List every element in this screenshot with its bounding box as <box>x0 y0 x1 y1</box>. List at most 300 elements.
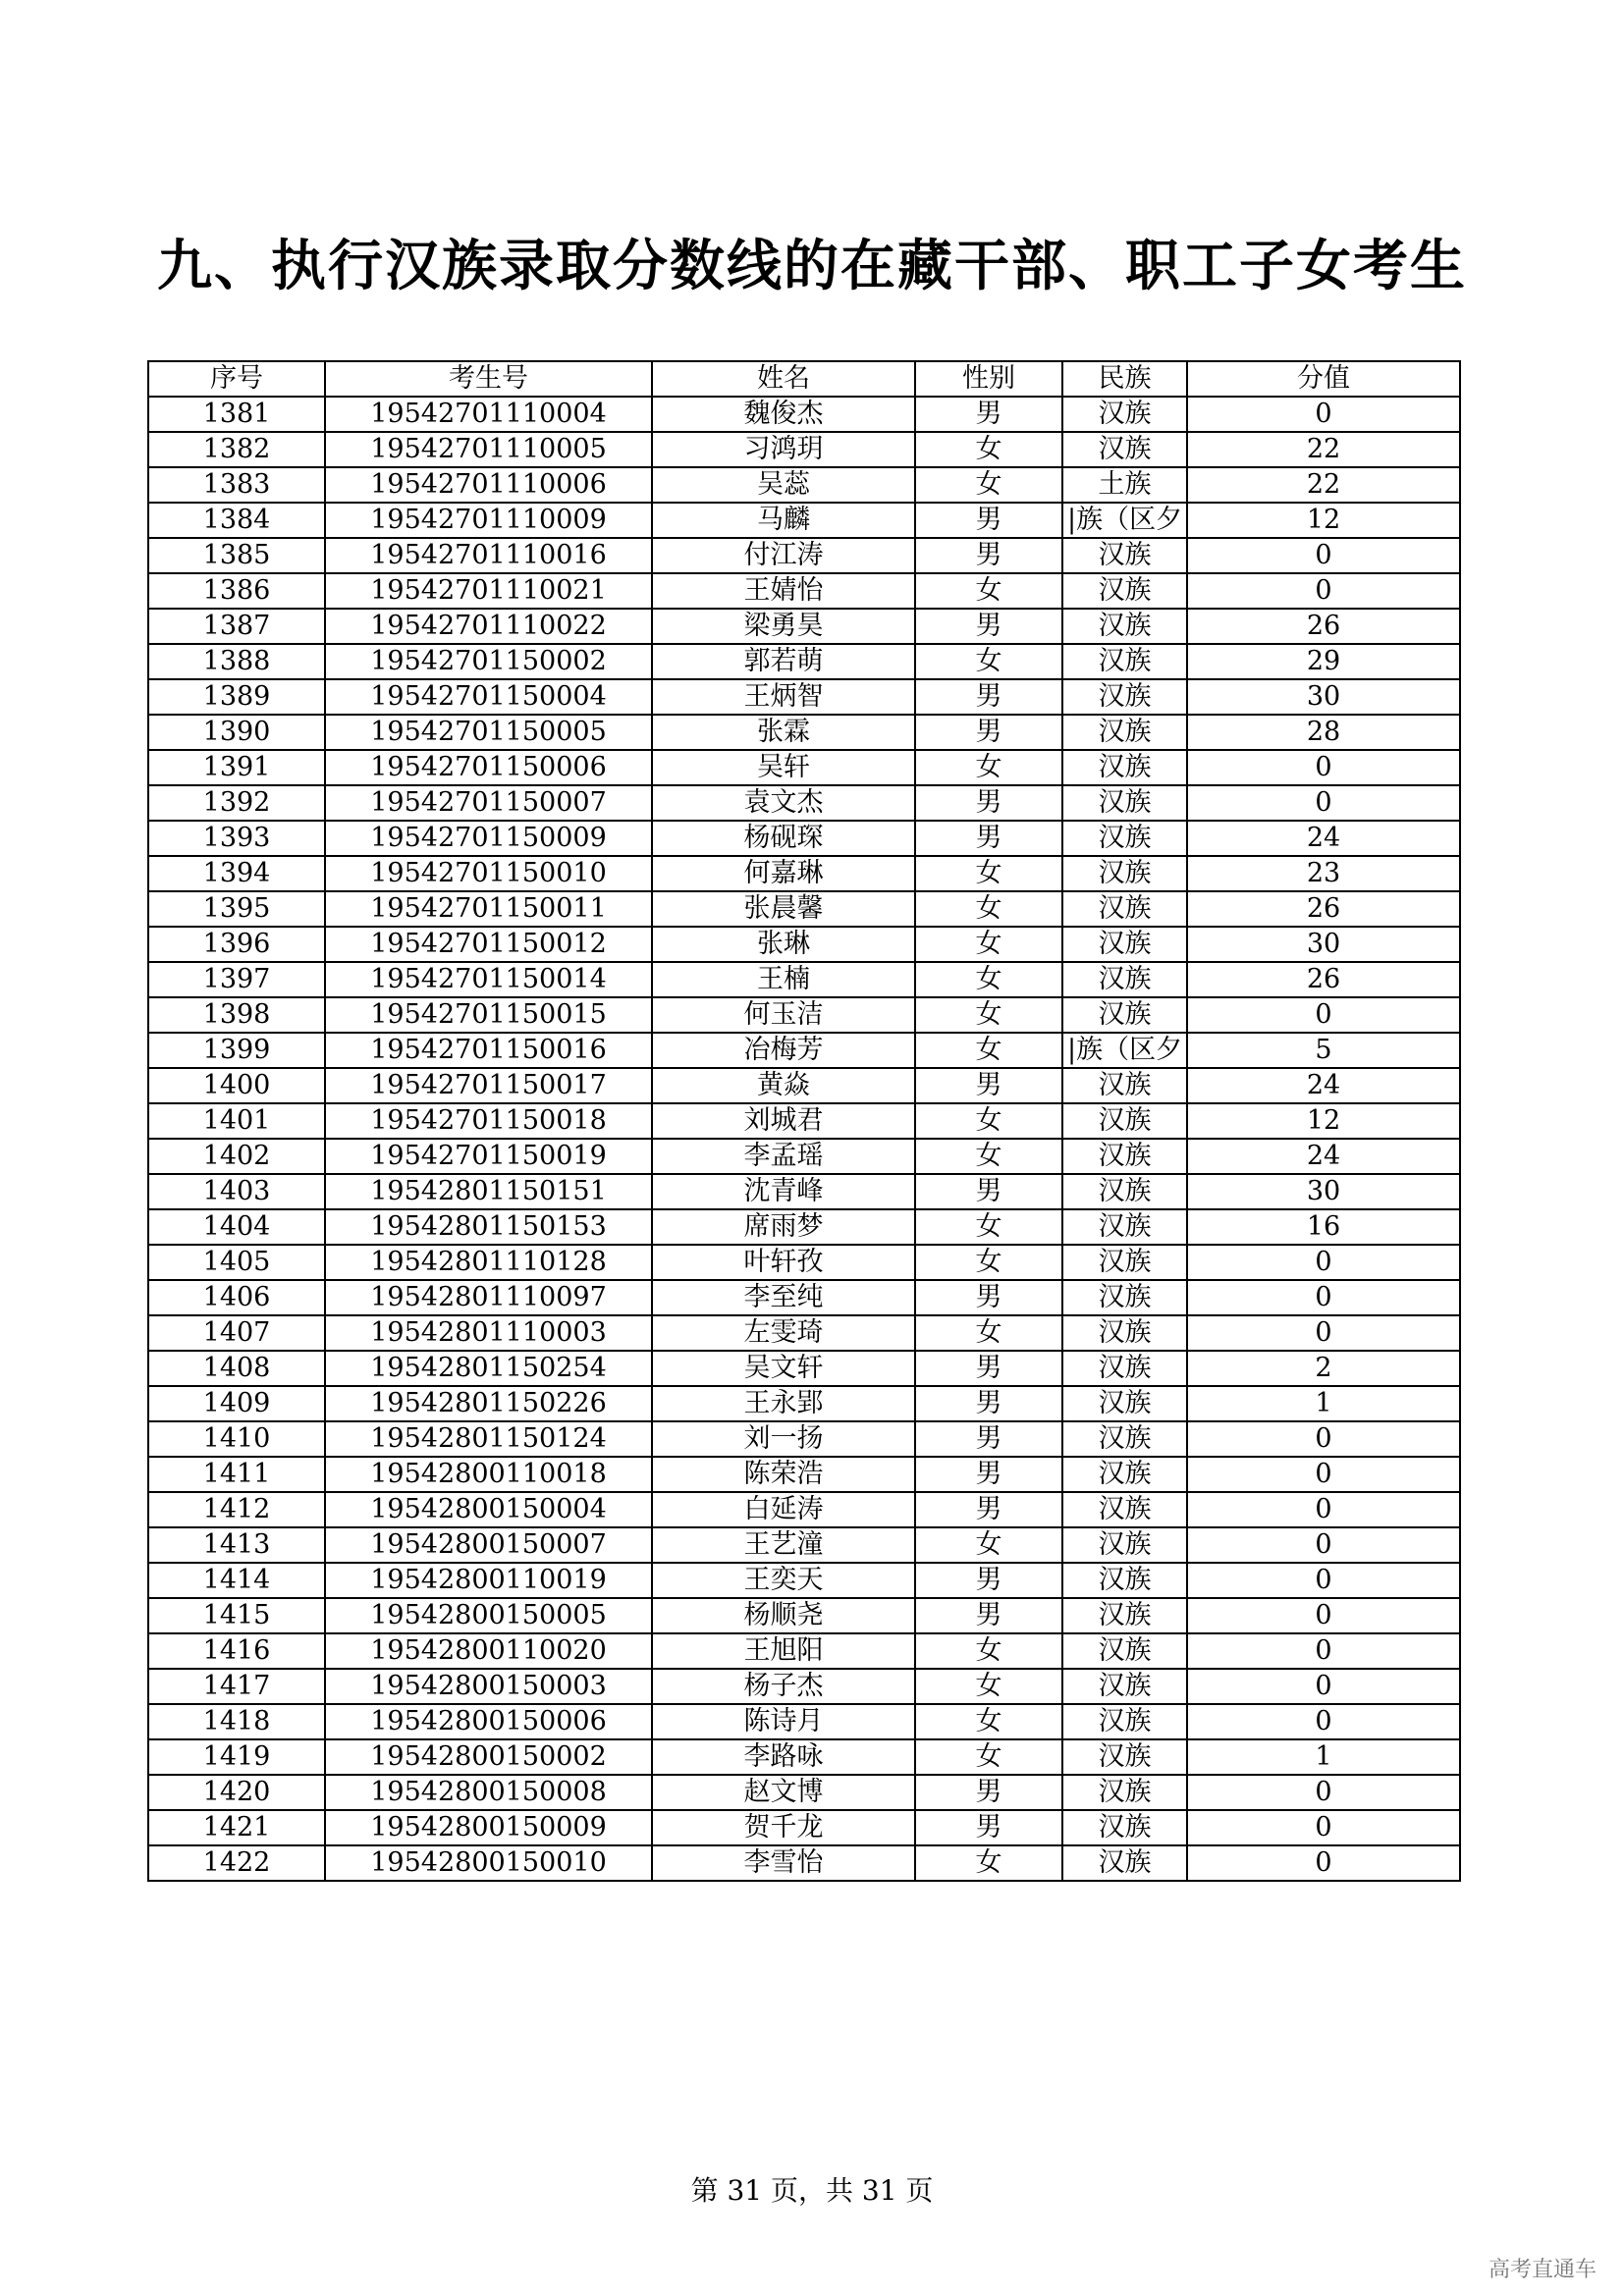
cell-name: 左雯琦 <box>652 1315 915 1351</box>
cell-gender: 女 <box>915 1103 1062 1139</box>
cell-score: 22 <box>1187 432 1460 467</box>
cell-seq: 1403 <box>148 1174 325 1209</box>
header-name: 姓名 <box>652 361 915 397</box>
cell-exam-id: 19542701150016 <box>325 1033 652 1068</box>
table-header <box>148 361 1460 397</box>
cell-seq: 1405 <box>148 1245 325 1280</box>
cell-ethnicity: 汉族 <box>1062 1704 1187 1739</box>
table-row <box>148 432 1460 467</box>
table-row <box>148 1492 1460 1527</box>
table-body <box>148 397 1460 1881</box>
cell-gender: 女 <box>915 644 1062 679</box>
cell-ethnicity: 汉族 <box>1062 962 1187 997</box>
cell-name: 陈荣浩 <box>652 1457 915 1492</box>
table-row <box>148 1704 1460 1739</box>
cell-seq: 1384 <box>148 503 325 538</box>
cell-name: 杨顺尧 <box>652 1598 915 1633</box>
cell-score: 26 <box>1187 962 1460 997</box>
header-row <box>148 361 1460 397</box>
cell-score: 0 <box>1187 1633 1460 1669</box>
cell-score: 30 <box>1187 927 1460 962</box>
cell-seq: 1402 <box>148 1139 325 1174</box>
page-footer: 第 31 页，共 31 页 <box>690 2174 934 2207</box>
table-row <box>148 962 1460 997</box>
page-title: 九、执行汉族录取分数线的在藏干部、职工子女考生 <box>157 234 1467 298</box>
table-row <box>148 538 1460 573</box>
cell-ethnicity: 汉族 <box>1062 1245 1187 1280</box>
cell-exam-id: 19542701150017 <box>325 1068 652 1103</box>
cell-gender: 女 <box>915 927 1062 962</box>
cell-name: 李雪怡 <box>652 1845 915 1881</box>
cell-ethnicity: 汉族 <box>1062 1351 1187 1386</box>
cell-exam-id: 19542800150005 <box>325 1598 652 1633</box>
cell-exam-id: 19542701150019 <box>325 1139 652 1174</box>
cell-name: 李路咏 <box>652 1739 915 1775</box>
cell-score: 12 <box>1187 1103 1460 1139</box>
cell-name: 袁文杰 <box>652 785 915 821</box>
cell-seq: 1400 <box>148 1068 325 1103</box>
table-row <box>148 1033 1460 1068</box>
table-row <box>148 1139 1460 1174</box>
cell-gender: 女 <box>915 856 1062 891</box>
cell-seq: 1389 <box>148 679 325 715</box>
cell-ethnicity: 汉族 <box>1062 1527 1187 1563</box>
cell-ethnicity: 汉族 <box>1062 1775 1187 1810</box>
cell-score: 28 <box>1187 715 1460 750</box>
cell-gender: 男 <box>915 397 1062 432</box>
cell-score: 30 <box>1187 679 1460 715</box>
cell-ethnicity: 汉族 <box>1062 1386 1187 1421</box>
cell-exam-id: 19542800150003 <box>325 1669 652 1704</box>
cell-name: 杨砚琛 <box>652 821 915 856</box>
cell-gender: 女 <box>915 1669 1062 1704</box>
table-row <box>148 1103 1460 1139</box>
cell-seq: 1391 <box>148 750 325 785</box>
cell-name: 贺千龙 <box>652 1810 915 1845</box>
cell-seq: 1395 <box>148 891 325 927</box>
cell-seq: 1399 <box>148 1033 325 1068</box>
cell-seq: 1381 <box>148 397 325 432</box>
cell-ethnicity: 汉族 <box>1062 1845 1187 1881</box>
cell-name: 何嘉琳 <box>652 856 915 891</box>
cell-ethnicity: 汉族 <box>1062 1563 1187 1598</box>
table-row <box>148 715 1460 750</box>
cell-name: 席雨梦 <box>652 1209 915 1245</box>
cell-score: 16 <box>1187 1209 1460 1245</box>
cell-name: 王炳智 <box>652 679 915 715</box>
header-score: 分值 <box>1187 361 1460 397</box>
cell-score: 24 <box>1187 1068 1460 1103</box>
header-gender: 性别 <box>915 361 1062 397</box>
admission-table <box>147 360 1461 1882</box>
cell-name: 王永郢 <box>652 1386 915 1421</box>
cell-seq: 1383 <box>148 467 325 503</box>
cell-seq: 1388 <box>148 644 325 679</box>
cell-seq: 1412 <box>148 1492 325 1527</box>
cell-seq: 1398 <box>148 997 325 1033</box>
cell-ethnicity: 汉族 <box>1062 715 1187 750</box>
cell-score: 0 <box>1187 1810 1460 1845</box>
cell-score: 26 <box>1187 609 1460 644</box>
cell-score: 24 <box>1187 1139 1460 1174</box>
cell-score: 0 <box>1187 1598 1460 1633</box>
cell-name: 王楠 <box>652 962 915 997</box>
cell-score: 2 <box>1187 1351 1460 1386</box>
cell-seq: 1414 <box>148 1563 325 1598</box>
cell-seq: 1421 <box>148 1810 325 1845</box>
cell-gender: 女 <box>915 1209 1062 1245</box>
cell-name: 王奕天 <box>652 1563 915 1598</box>
table-row <box>148 1280 1460 1315</box>
cell-score: 1 <box>1187 1386 1460 1421</box>
cell-gender: 女 <box>915 1245 1062 1280</box>
cell-gender: 女 <box>915 1527 1062 1563</box>
cell-name: 王艺潼 <box>652 1527 915 1563</box>
cell-name: 白延涛 <box>652 1492 915 1527</box>
cell-ethnicity: 汉族 <box>1062 1315 1187 1351</box>
cell-name: 王旭阳 <box>652 1633 915 1669</box>
cell-gender: 女 <box>915 432 1062 467</box>
table-row <box>148 1633 1460 1669</box>
cell-seq: 1413 <box>148 1527 325 1563</box>
cell-score: 0 <box>1187 1563 1460 1598</box>
cell-exam-id: 19542701150018 <box>325 1103 652 1139</box>
cell-gender: 女 <box>915 1033 1062 1068</box>
cell-seq: 1396 <box>148 927 325 962</box>
cell-seq: 1411 <box>148 1457 325 1492</box>
cell-gender: 女 <box>915 573 1062 609</box>
cell-score: 0 <box>1187 1527 1460 1563</box>
cell-exam-id: 19542701150010 <box>325 856 652 891</box>
table-row <box>148 503 1460 538</box>
cell-gender: 女 <box>915 1845 1062 1881</box>
watermark: 高考直通车 <box>1488 2258 1597 2282</box>
cell-gender: 女 <box>915 891 1062 927</box>
cell-seq: 1401 <box>148 1103 325 1139</box>
cell-name: 张琳 <box>652 927 915 962</box>
table-row <box>148 1174 1460 1209</box>
cell-ethnicity: 汉族 <box>1062 573 1187 609</box>
cell-seq: 1418 <box>148 1704 325 1739</box>
cell-gender: 男 <box>915 1563 1062 1598</box>
cell-gender: 女 <box>915 1704 1062 1739</box>
table-row <box>148 1457 1460 1492</box>
cell-score: 29 <box>1187 644 1460 679</box>
cell-score: 0 <box>1187 1492 1460 1527</box>
cell-score: 0 <box>1187 1845 1460 1881</box>
cell-seq: 1404 <box>148 1209 325 1245</box>
cell-name: 吴轩 <box>652 750 915 785</box>
cell-ethnicity: 土族 <box>1062 467 1187 503</box>
cell-ethnicity: 汉族 <box>1062 1068 1187 1103</box>
cell-gender: 男 <box>915 1174 1062 1209</box>
table-row <box>148 927 1460 962</box>
cell-gender: 男 <box>915 821 1062 856</box>
cell-name: 魏俊杰 <box>652 397 915 432</box>
cell-seq: 1409 <box>148 1386 325 1421</box>
cell-score: 0 <box>1187 1704 1460 1739</box>
cell-ethnicity: 汉族 <box>1062 927 1187 962</box>
cell-exam-id: 19542800150006 <box>325 1704 652 1739</box>
cell-exam-id: 19542800150002 <box>325 1739 652 1775</box>
cell-gender: 女 <box>915 962 1062 997</box>
table-row <box>148 679 1460 715</box>
cell-exam-id: 19542800150007 <box>325 1527 652 1563</box>
cell-name: 刘一扬 <box>652 1421 915 1457</box>
cell-gender: 男 <box>915 679 1062 715</box>
cell-name: 刘城君 <box>652 1103 915 1139</box>
cell-ethnicity: 汉族 <box>1062 1669 1187 1704</box>
cell-exam-id: 19542801150124 <box>325 1421 652 1457</box>
cell-gender: 男 <box>915 1775 1062 1810</box>
cell-gender: 男 <box>915 1492 1062 1527</box>
cell-exam-id: 19542800150004 <box>325 1492 652 1527</box>
header-exam-id: 考生号 <box>325 361 652 397</box>
table-row <box>148 785 1460 821</box>
cell-score: 12 <box>1187 503 1460 538</box>
cell-score: 23 <box>1187 856 1460 891</box>
cell-score: 0 <box>1187 1669 1460 1704</box>
cell-name: 习鸿玥 <box>652 432 915 467</box>
table-row <box>148 1421 1460 1457</box>
cell-gender: 男 <box>915 538 1062 573</box>
cell-seq: 1394 <box>148 856 325 891</box>
cell-exam-id: 19542801150153 <box>325 1209 652 1245</box>
cell-name: 黄焱 <box>652 1068 915 1103</box>
table-row <box>148 1386 1460 1421</box>
cell-gender: 男 <box>915 1598 1062 1633</box>
cell-name: 梁勇昊 <box>652 609 915 644</box>
cell-score: 0 <box>1187 785 1460 821</box>
cell-exam-id: 19542800150010 <box>325 1845 652 1881</box>
cell-ethnicity: 汉族 <box>1062 856 1187 891</box>
cell-ethnicity: 汉族 <box>1062 1457 1187 1492</box>
cell-gender: 男 <box>915 1421 1062 1457</box>
cell-score: 0 <box>1187 573 1460 609</box>
table-row <box>148 1245 1460 1280</box>
cell-exam-id: 19542701150015 <box>325 997 652 1033</box>
cell-seq: 1419 <box>148 1739 325 1775</box>
table-row <box>148 856 1460 891</box>
cell-exam-id: 19542800150009 <box>325 1810 652 1845</box>
cell-exam-id: 19542800110018 <box>325 1457 652 1492</box>
cell-ethnicity: 汉族 <box>1062 1739 1187 1775</box>
cell-ethnicity: 汉族 <box>1062 679 1187 715</box>
cell-exam-id: 19542801110097 <box>325 1280 652 1315</box>
cell-gender: 女 <box>915 467 1062 503</box>
cell-seq: 1422 <box>148 1845 325 1881</box>
cell-gender: 男 <box>915 1810 1062 1845</box>
table-row <box>148 1739 1460 1775</box>
cell-exam-id: 19542701150002 <box>325 644 652 679</box>
cell-score: 0 <box>1187 1457 1460 1492</box>
cell-exam-id: 19542701150014 <box>325 962 652 997</box>
cell-gender: 男 <box>915 1280 1062 1315</box>
cell-seq: 1407 <box>148 1315 325 1351</box>
table-row <box>148 467 1460 503</box>
cell-score: 5 <box>1187 1033 1460 1068</box>
cell-gender: 女 <box>915 1739 1062 1775</box>
cell-ethnicity: 汉族 <box>1062 1633 1187 1669</box>
cell-seq: 1420 <box>148 1775 325 1810</box>
cell-ethnicity: 汉族 <box>1062 432 1187 467</box>
cell-score: 30 <box>1187 1174 1460 1209</box>
cell-score: 0 <box>1187 397 1460 432</box>
table-row <box>148 1351 1460 1386</box>
cell-exam-id: 19542701150007 <box>325 785 652 821</box>
cell-name: 王婧怡 <box>652 573 915 609</box>
cell-seq: 1382 <box>148 432 325 467</box>
cell-seq: 1385 <box>148 538 325 573</box>
cell-name: 赵文博 <box>652 1775 915 1810</box>
table-row <box>148 1669 1460 1704</box>
cell-ethnicity: 汉族 <box>1062 785 1187 821</box>
cell-seq: 1408 <box>148 1351 325 1386</box>
table-row <box>148 1845 1460 1881</box>
table-row <box>148 1209 1460 1245</box>
cell-gender: 女 <box>915 1633 1062 1669</box>
cell-name: 张晨馨 <box>652 891 915 927</box>
cell-exam-id: 19542701110022 <box>325 609 652 644</box>
cell-score: 0 <box>1187 1775 1460 1810</box>
cell-ethnicity: 汉族 <box>1062 1810 1187 1845</box>
cell-ethnicity: 汉族 <box>1062 1421 1187 1457</box>
cell-ethnicity: |族（区夕 <box>1062 1033 1187 1068</box>
cell-exam-id: 19542801150254 <box>325 1351 652 1386</box>
cell-seq: 1392 <box>148 785 325 821</box>
table-row <box>148 644 1460 679</box>
table-row <box>148 1563 1460 1598</box>
cell-name: 马麟 <box>652 503 915 538</box>
table-row <box>148 1810 1460 1845</box>
cell-ethnicity: 汉族 <box>1062 997 1187 1033</box>
cell-gender: 女 <box>915 997 1062 1033</box>
cell-exam-id: 19542800110019 <box>325 1563 652 1598</box>
cell-ethnicity: 汉族 <box>1062 891 1187 927</box>
cell-name: 吴文轩 <box>652 1351 915 1386</box>
cell-name: 沈青峰 <box>652 1174 915 1209</box>
cell-seq: 1393 <box>148 821 325 856</box>
cell-gender: 女 <box>915 1139 1062 1174</box>
cell-name: 叶轩孜 <box>652 1245 915 1280</box>
cell-seq: 1397 <box>148 962 325 997</box>
cell-score: 0 <box>1187 1421 1460 1457</box>
table-row <box>148 1068 1460 1103</box>
cell-exam-id: 19542801110128 <box>325 1245 652 1280</box>
table-row <box>148 750 1460 785</box>
cell-score: 0 <box>1187 1245 1460 1280</box>
cell-gender: 男 <box>915 1457 1062 1492</box>
cell-exam-id: 19542701110016 <box>325 538 652 573</box>
cell-ethnicity: |族（区夕 <box>1062 503 1187 538</box>
cell-exam-id: 19542701110021 <box>325 573 652 609</box>
cell-gender: 男 <box>915 715 1062 750</box>
cell-seq: 1410 <box>148 1421 325 1457</box>
cell-gender: 女 <box>915 1315 1062 1351</box>
cell-exam-id: 19542800110020 <box>325 1633 652 1669</box>
cell-ethnicity: 汉族 <box>1062 1209 1187 1245</box>
table-row <box>148 609 1460 644</box>
header-ethnicity: 民族 <box>1062 361 1187 397</box>
cell-name: 吴蕊 <box>652 467 915 503</box>
cell-gender: 男 <box>915 1351 1062 1386</box>
cell-exam-id: 19542801110003 <box>325 1315 652 1351</box>
cell-score: 22 <box>1187 467 1460 503</box>
cell-gender: 男 <box>915 785 1062 821</box>
cell-name: 付江涛 <box>652 538 915 573</box>
cell-ethnicity: 汉族 <box>1062 609 1187 644</box>
cell-ethnicity: 汉族 <box>1062 1492 1187 1527</box>
cell-ethnicity: 汉族 <box>1062 644 1187 679</box>
cell-score: 24 <box>1187 821 1460 856</box>
cell-name: 冶梅芳 <box>652 1033 915 1068</box>
cell-seq: 1416 <box>148 1633 325 1669</box>
cell-exam-id: 19542701150004 <box>325 679 652 715</box>
cell-exam-id: 19542801150151 <box>325 1174 652 1209</box>
table-row <box>148 1527 1460 1563</box>
cell-score: 0 <box>1187 1280 1460 1315</box>
table-row <box>148 1315 1460 1351</box>
table-row <box>148 1775 1460 1810</box>
table-row <box>148 997 1460 1033</box>
cell-score: 1 <box>1187 1739 1460 1775</box>
cell-gender: 男 <box>915 1386 1062 1421</box>
cell-name: 张霖 <box>652 715 915 750</box>
cell-exam-id: 19542701110009 <box>325 503 652 538</box>
cell-exam-id: 19542701150011 <box>325 891 652 927</box>
cell-name: 李至纯 <box>652 1280 915 1315</box>
cell-seq: 1390 <box>148 715 325 750</box>
cell-exam-id: 19542800150008 <box>325 1775 652 1810</box>
table-row <box>148 397 1460 432</box>
cell-exam-id: 19542701150009 <box>325 821 652 856</box>
cell-gender: 男 <box>915 503 1062 538</box>
cell-ethnicity: 汉族 <box>1062 1280 1187 1315</box>
cell-name: 杨子杰 <box>652 1669 915 1704</box>
table-row <box>148 821 1460 856</box>
cell-name: 郭若萌 <box>652 644 915 679</box>
cell-score: 0 <box>1187 538 1460 573</box>
cell-ethnicity: 汉族 <box>1062 1139 1187 1174</box>
cell-score: 0 <box>1187 750 1460 785</box>
cell-exam-id: 19542701150012 <box>325 927 652 962</box>
cell-ethnicity: 汉族 <box>1062 1598 1187 1633</box>
cell-exam-id: 19542701150005 <box>325 715 652 750</box>
cell-seq: 1386 <box>148 573 325 609</box>
cell-seq: 1406 <box>148 1280 325 1315</box>
cell-name: 李孟瑶 <box>652 1139 915 1174</box>
cell-ethnicity: 汉族 <box>1062 1103 1187 1139</box>
cell-ethnicity: 汉族 <box>1062 397 1187 432</box>
cell-seq: 1415 <box>148 1598 325 1633</box>
header-seq: 序号 <box>148 361 325 397</box>
cell-gender: 男 <box>915 609 1062 644</box>
cell-ethnicity: 汉族 <box>1062 750 1187 785</box>
table-row <box>148 573 1460 609</box>
cell-exam-id: 19542701150006 <box>325 750 652 785</box>
cell-ethnicity: 汉族 <box>1062 1174 1187 1209</box>
cell-seq: 1387 <box>148 609 325 644</box>
cell-name: 何玉洁 <box>652 997 915 1033</box>
cell-exam-id: 19542701110006 <box>325 467 652 503</box>
cell-score: 26 <box>1187 891 1460 927</box>
cell-exam-id: 19542701110004 <box>325 397 652 432</box>
cell-score: 0 <box>1187 997 1460 1033</box>
table-row <box>148 891 1460 927</box>
cell-ethnicity: 汉族 <box>1062 821 1187 856</box>
cell-score: 0 <box>1187 1315 1460 1351</box>
cell-name: 陈诗月 <box>652 1704 915 1739</box>
